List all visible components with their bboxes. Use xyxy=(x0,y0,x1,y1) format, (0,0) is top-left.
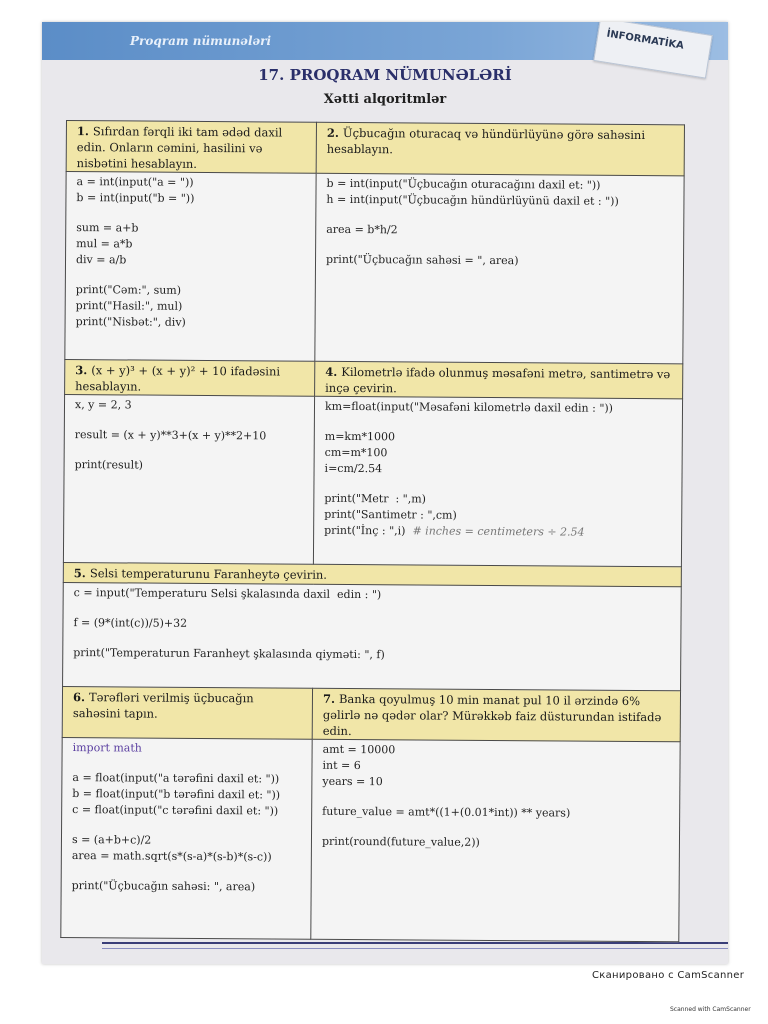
task-5-code xyxy=(63,582,682,690)
code-comment: # inches = centimeters ÷ 2.54 xyxy=(412,524,585,539)
code-line: print("Santimetr : ",cm) xyxy=(324,507,457,522)
code-line: s = (a+b+c)/2 xyxy=(71,833,152,847)
code-line: print("Nisbət:", div) xyxy=(75,315,186,329)
page-subtitle: Xətti alqoritmlər xyxy=(323,92,447,107)
code-line: area = math.sqrt(s*(s-a)*(s-b)*(s-c)) xyxy=(71,849,272,864)
scanner-stamp-small: Scanned with CamScanner xyxy=(670,1006,751,1013)
task-7-code xyxy=(311,739,680,942)
code-line: import math xyxy=(72,741,142,755)
program-examples-table xyxy=(60,120,685,942)
code-line: print("Hasil:", mul) xyxy=(75,299,183,313)
code-line: print("Cəm:", sum) xyxy=(75,283,182,297)
code-line: print(result) xyxy=(74,458,143,472)
task-2-statement: 2. Üçbucağın oturacaq və hündürlüyünə görə sahəsini hesablayın. xyxy=(316,122,684,176)
section-label: Proqram nümunələri xyxy=(130,34,272,48)
page-title: 17. PROQRAM NÜMUNƏLƏRİ xyxy=(258,66,512,84)
code-line: print(round(future_value,2)) xyxy=(321,834,480,849)
code-line: years = 10 xyxy=(322,774,383,789)
code-line: area = b*h/2 xyxy=(326,222,398,237)
task-6-code xyxy=(61,737,312,939)
scanner-stamp: Сканировано с CamScanner xyxy=(592,970,745,981)
code-line: print("Üçbucağın sahəsi = ", area) xyxy=(325,252,519,268)
code-line: h = int(input("Üçbucağın hündürlüyünü daxil et : ")) xyxy=(326,192,619,208)
task-1-statement: 1. Sıfırdan fərqli iki tam ədəd daxil edin. Onların cəmini, hasilini və nisbətini hesablayın. xyxy=(66,121,316,174)
code-line: a = int(input("a = ")) xyxy=(76,175,194,189)
code-line: print("Metr : ",m) xyxy=(324,491,427,506)
code-line: mul = a*b xyxy=(76,237,133,251)
code-line: result = (x + y)**3+(x + y)**2+10 xyxy=(74,428,267,443)
code-line: int = 6 xyxy=(322,758,361,773)
code-line: b = int(input("b = ")) xyxy=(76,191,195,205)
footer-rule xyxy=(102,942,728,944)
code-line: sum = a+b xyxy=(76,221,139,235)
task-4-code xyxy=(313,396,682,567)
code-line: print("İnç : ",i) # inches = centimeters ÷ 2.54 xyxy=(324,523,585,539)
task-3-statement: 3. (x + y)³ + (x + y)² + 10 ifadəsini hesablayın. xyxy=(65,359,315,396)
code-line: i=cm/2.54 xyxy=(324,461,383,476)
task-4-statement: 4. Kilometrlə ifadə olunmuş məsafəni metrə, santimetrə və inçə çevirin. xyxy=(315,361,683,399)
code-line: a = float(input("a tərəfini daxil et: ")) xyxy=(72,771,280,786)
code-line: c = float(input("c tərəfini daxil et: ")) xyxy=(72,803,279,818)
code-line: x, y = 2, 3 xyxy=(74,398,132,412)
code-line: f = (9*(int(c))/5)+32 xyxy=(73,616,188,630)
code-line: m=km*1000 xyxy=(324,429,396,444)
task-3-code xyxy=(63,394,314,564)
footer-rule-thin xyxy=(102,948,728,949)
code-line: print("Temperaturun Faranheyt şkalasında qiyməti: ", f) xyxy=(73,646,385,662)
code-line: div = a/b xyxy=(75,253,127,267)
task-2-code xyxy=(315,173,684,364)
code-line: amt = 10000 xyxy=(322,742,396,757)
task-5-statement: 5. Selsi temperaturunu Faranheytə çevirin. xyxy=(63,562,681,586)
code-line: c = input("Temperaturu Selsi şkalasında daxil edin : ") xyxy=(73,586,382,602)
code-line: km=float(input("Məsafəni kilometrlə daxil edin : ")) xyxy=(324,399,614,415)
task-7-statement: 7. Banka qoyulmuş 10 min manat pul 10 il ərzində 6% gəlirlə nə qədər olar? Mürəkkəb faiz düsturundan istifadə edin. xyxy=(312,688,680,742)
code-line: b = float(input("b tərəfini daxil et: ")) xyxy=(72,787,281,802)
subject-tab-label: İNFORMATİKA xyxy=(605,28,685,52)
code-line: future_value = amt*((1+(0.01*int)) ** years) xyxy=(322,804,571,820)
code-line: cm=m*100 xyxy=(324,445,388,460)
task-1-code xyxy=(65,172,316,362)
code-line: print("Üçbucağın sahəsi: ", area) xyxy=(71,879,256,894)
code-line: b = int(input("Üçbucağın oturacağını daxil et: ")) xyxy=(326,176,601,192)
task-6-statement: 6. Tərəfləri verilmiş üçbucağın sahəsini tapın. xyxy=(62,686,312,739)
